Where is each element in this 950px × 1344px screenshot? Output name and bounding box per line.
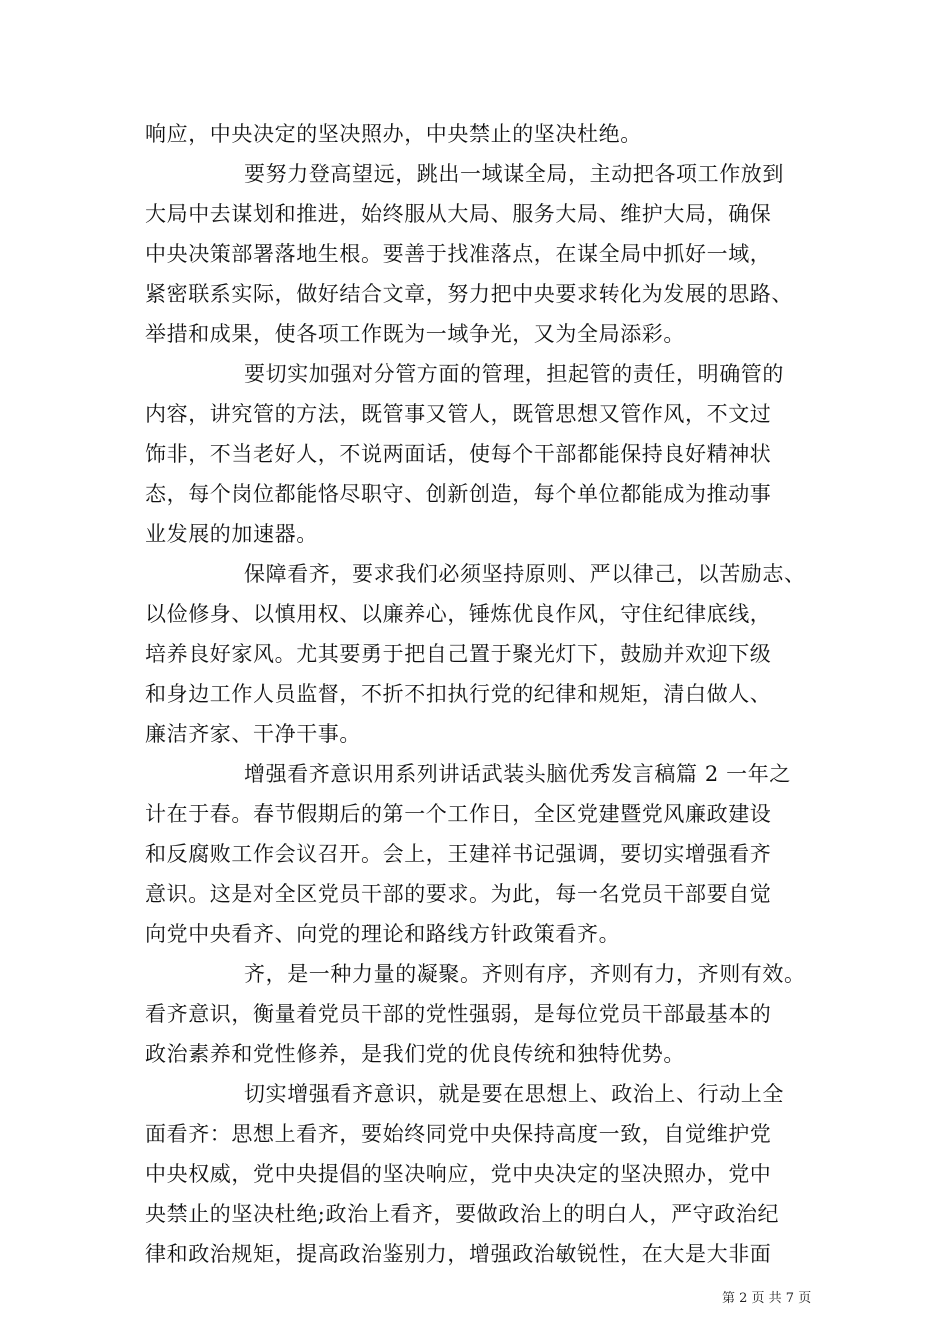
paragraph-first-line: 保障看齐，要求我们必须坚持原则、严以律己，以苦励志、: [244, 562, 806, 586]
text-line: 内容，讲究管的方法，既管事又管人，既管思想又管作风，不文过: [145, 402, 772, 426]
text-line: 央禁止的坚决杜绝;政治上看齐，要做政治上的明白人，严守政治纪: [145, 1202, 780, 1226]
text-line: 态，每个岗位都能恪尽职守、创新创造，每个单位都能成为推动事: [145, 482, 772, 506]
text-line: 中央决策部署落地生根。要善于找准落点，在谋全局中抓好一域，: [145, 242, 772, 266]
text-line: 大局中去谋划和推进，始终服从大局、服务大局、维护大局，确保: [145, 202, 772, 226]
text-line: 政治素养和党性修养，是我们党的优良传统和独特优势。: [145, 1042, 685, 1066]
paragraph-first-line: 要努力登高望远，跳出一域谋全局，主动把各项工作放到: [244, 162, 784, 186]
text-line: 计在于春。春节假期后的第一个工作日，全区党建暨党风廉政建设: [145, 802, 772, 826]
text-line: 面看齐：思想上看齐，要始终同党中央保持高度一致，自觉维护党: [145, 1122, 772, 1146]
text-line: 意识。这是对全区党员干部的要求。为此，每一名党员干部要自觉: [145, 882, 772, 906]
paragraph-first-line: 齐，是一种力量的凝聚。齐则有序，齐则有力，齐则有效。: [244, 962, 806, 986]
text-line: 和身边工作人员监督，不折不扣执行党的纪律和规矩，清白做人、: [145, 682, 772, 706]
text-line: 看齐意识，衡量着党员干部的党性强弱，是每位党员干部最基本的: [145, 1002, 772, 1026]
text-line: 饰非，不当老好人，不说两面话，使每个干部都能保持良好精神状: [145, 442, 772, 466]
text-line: 中央权威，党中央提倡的坚决响应，党中央决定的坚决照办，党中: [145, 1162, 772, 1186]
text-line: 业发展的加速器。: [145, 522, 318, 546]
paragraph-first-line: 切实增强看齐意识，就是要在思想上、政治上、行动上全: [244, 1082, 784, 1106]
text-line: 向党中央看齐、向党的理论和路线方针政策看齐。: [145, 922, 621, 946]
paragraph-first-line: 要切实加强对分管方面的管理，担起管的责任，明确管的: [244, 362, 784, 386]
text-line: 以俭修身、以慎用权、以廉养心，锤炼优良作风，守住纪律底线，: [145, 602, 772, 626]
text-line: 培养良好家风。尤其要勇于把自己置于聚光灯下，鼓励并欢迎下级: [145, 642, 772, 666]
paragraph-first-line: 增强看齐意识用系列讲话武装头脑优秀发言稿篇 2 一年之: [244, 762, 791, 786]
text-line: 和反腐败工作会议召开。会上，王建祥书记强调，要切实增强看齐: [145, 842, 772, 866]
text-line: 紧密联系实际，做好结合文章，努力把中央要求转化为发展的思路、: [145, 282, 793, 306]
text-line: 廉洁齐家、干净干事。: [145, 722, 361, 746]
text-line: 响应，中央决定的坚决照办，中央禁止的坚决杜绝。: [145, 122, 642, 146]
page-number: 第 2 页 共 7 页: [722, 1291, 812, 1306]
text-line: 举措和成果，使各项工作既为一域争光，又为全局添彩。: [145, 322, 685, 346]
text-line: 律和政治规矩，提高政治鉴别力，增强政治敏锐性，在大是大非面: [145, 1242, 772, 1266]
